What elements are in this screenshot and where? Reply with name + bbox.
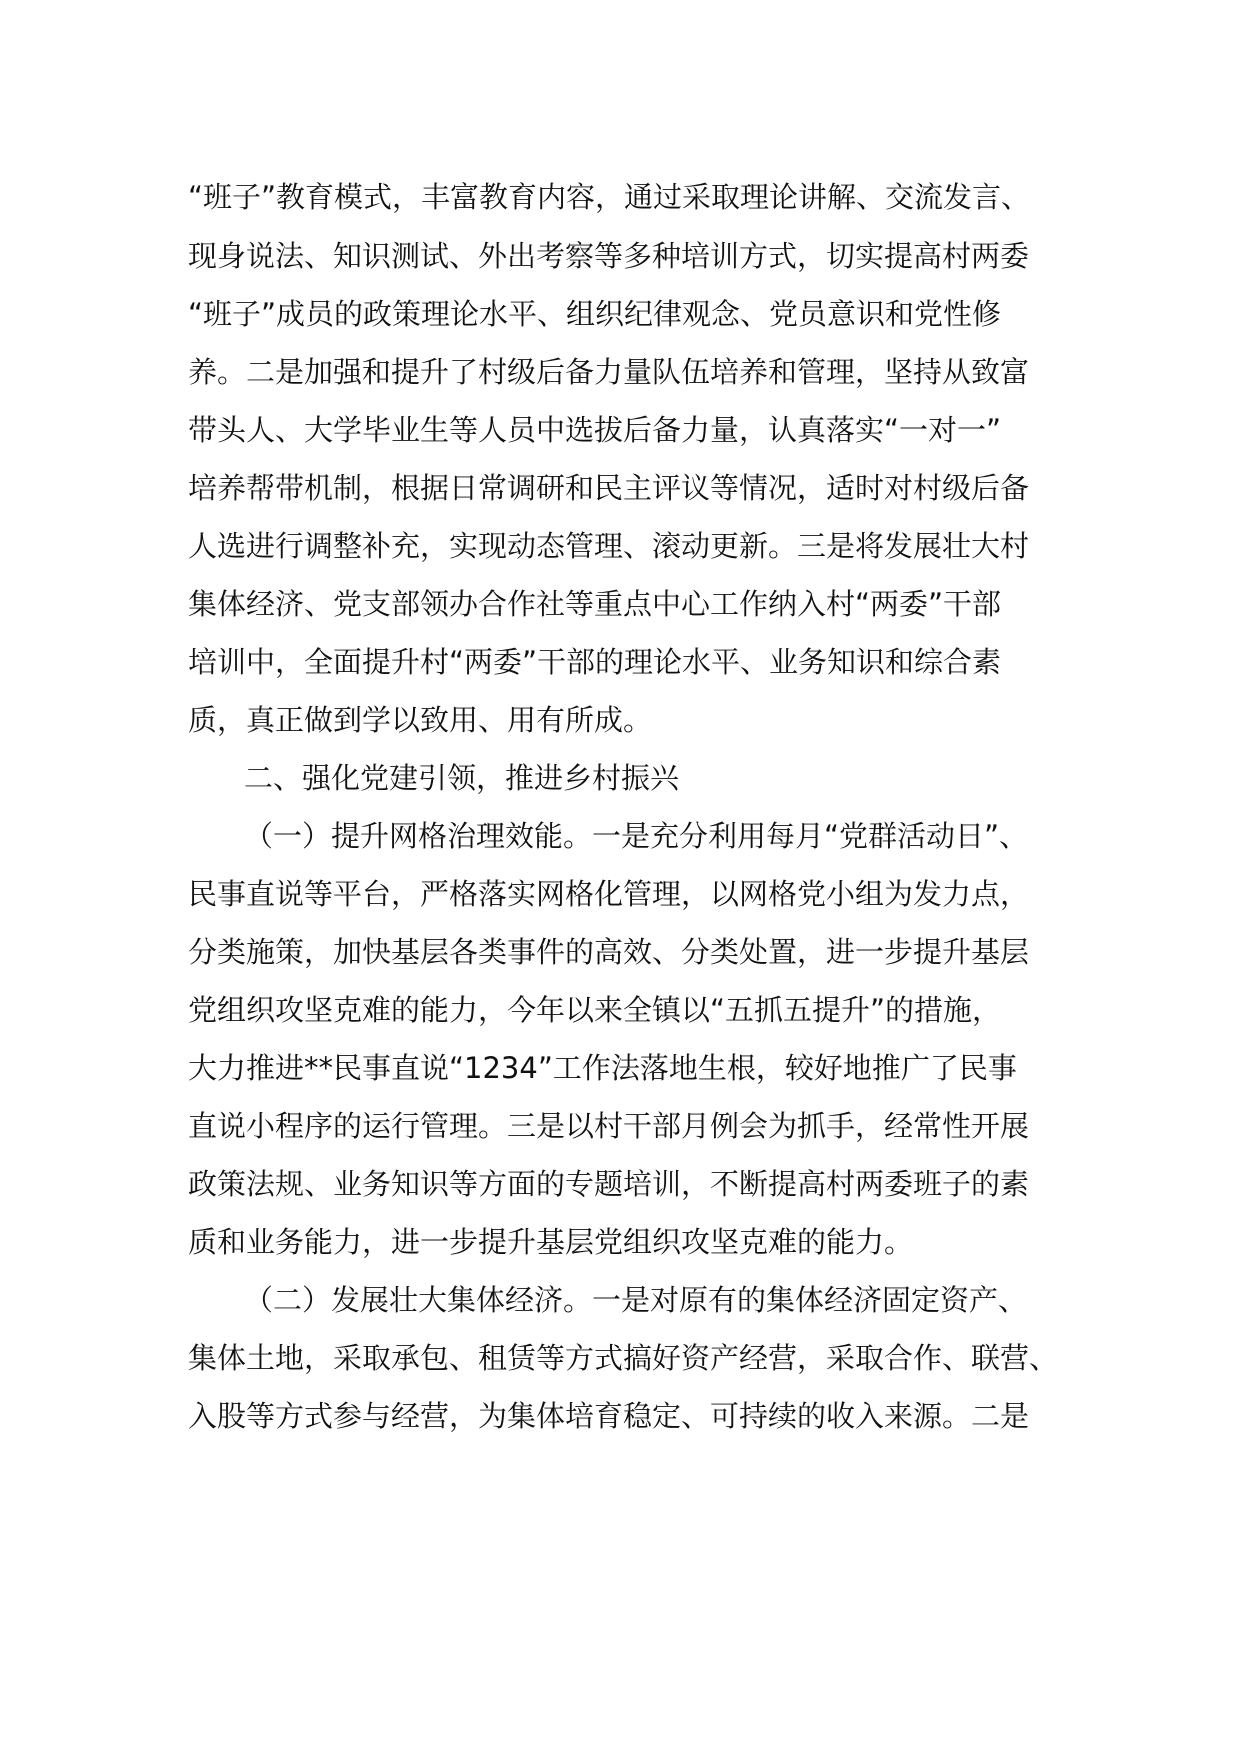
text-line: （一）提升网格治理效能。一是充分利用每月“党群活动日”、 [244,819,1029,853]
text-line: 培养帮带机制，根据日常调研和民主评议等情况，适时对村级后备 [188,471,1030,505]
text-line: 集体经济、党支部领办合作社等重点中心工作纳入村“两委”干部 [188,587,1002,621]
text-line: “班子”教育模式，丰富教育内容，通过采取理论讲解、交流发言、 [188,180,1031,214]
text-line: 民事直说等平台，严格落实网格化管理，以网格党小组为发力点， [188,877,1030,911]
text-line: 党组织攻坚克难的能力，今年以来全镇以“五抓五提升”的措施， [188,993,1002,1027]
text-line: 入股等方式参与经营，为集体培育稳定、可持续的收入来源。二是 [188,1399,1030,1433]
text-line: 直说小程序的运行管理。三是以村干部月例会为抓手，经常性开展 [188,1109,1030,1143]
text-line: 养。二是加强和提升了村级后备力量队伍培养和管理，坚持从致富 [188,355,1030,389]
text-line: 集体土地，采取承包、租赁等方式搞好资产经营，采取合作、联营、 [188,1341,1059,1375]
text-line: 质和业务能力，进一步提升基层党组织攻坚克难的能力。 [188,1225,914,1259]
text-line: “班子”成员的政策理论水平、组织纪律观念、党员意识和党性修 [188,297,1002,331]
text-line: 质，真正做到学以致用、用有所成。 [188,703,653,737]
text-line: 分类施策，加快基层各类事件的高效、分类处置，进一步提升基层 [188,935,1030,969]
section-heading: 二、强化党建引领，推进乡村振兴 [244,761,680,795]
text-line: 政策法规、业务知识等方面的专题培训，不断提高村两委班子的素 [188,1167,1030,1201]
text-line: 培训中，全面提升村“两委”干部的理论水平、业务知识和综合素 [188,645,1002,679]
text-line: 人选进行调整补充，实现动态管理、滚动更新。三是将发展壮大村 [188,529,1030,563]
text-line: 现身说法、知识测试、外出考察等多种培训方式，切实提高村两委 [188,239,1030,273]
text-line: （二）发展壮大集体经济。一是对原有的集体经济固定资产、 [244,1283,1028,1317]
text-line: 大力推进**民事直说“1234”工作法落地生根，较好地推广了民事 [188,1051,1017,1085]
text-line: 带头人、大学毕业生等人员中选拔后备力量，认真落实“一对一” [188,413,1002,447]
